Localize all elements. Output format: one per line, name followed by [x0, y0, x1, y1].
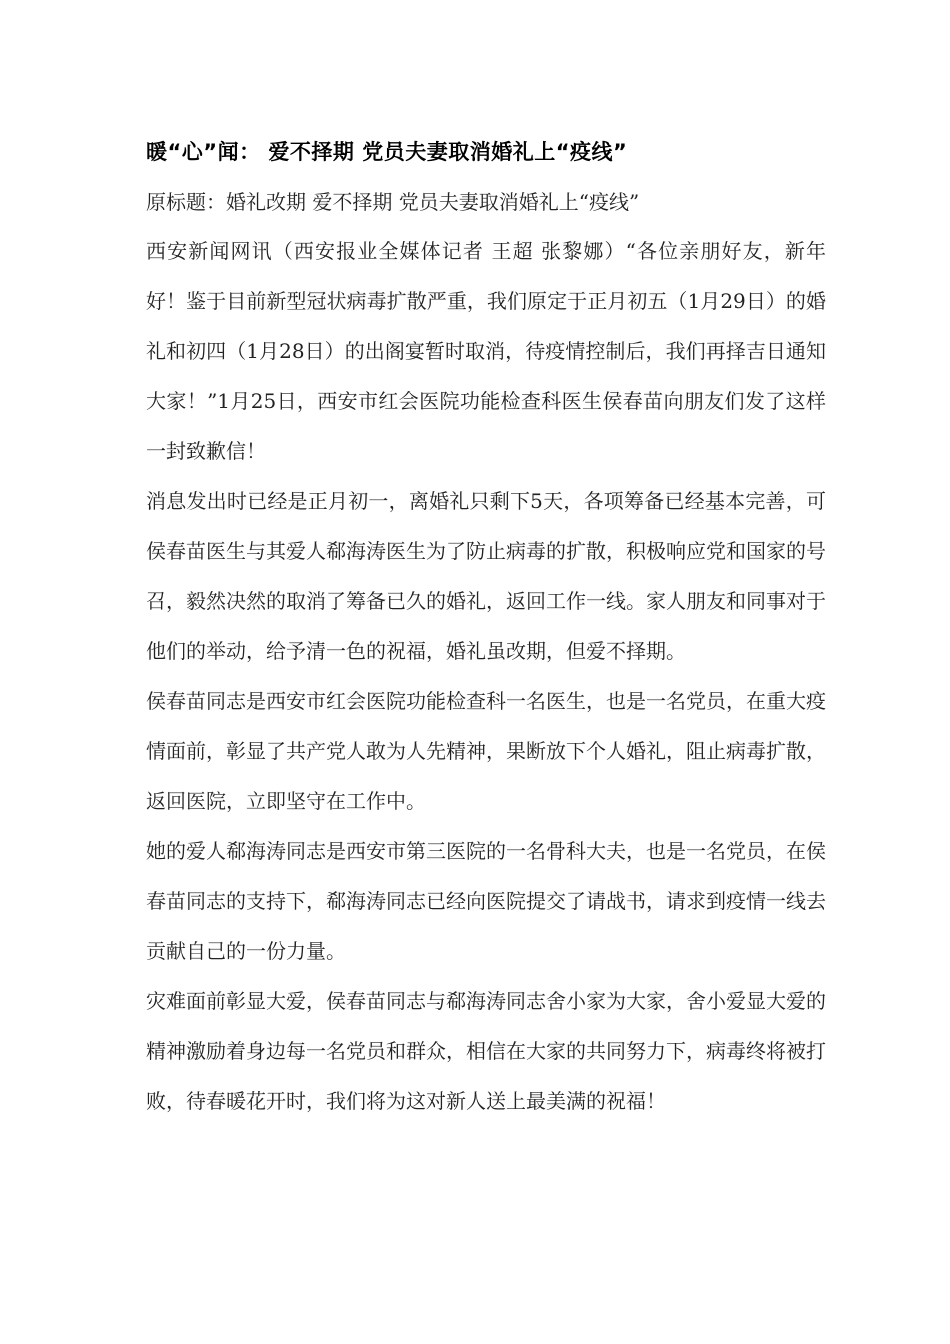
- article-body: [146, 132, 826, 1126]
- article-paragraph: 消息发出时已经是正月初一，离婚礼只剩下5天，各项筹备已经基本完善，可侯春苗医生与其爱人郗海涛医生为了防止病毒的扩散，积极响应党和国家的号召，毅然决然的取消了筹备已久的婚礼，返回工作一线。家人朋友和同事对于他们的举动，给予清一色的祝福，婚礼虽改期，但爱不择期。: [146, 489, 826, 663]
- article-paragraph: 西安新闻网讯（西安报业全媒体记者 王超 张黎娜）“各位亲朋好友，新年好！鉴于目前新型冠状病毒扩散严重，我们原定于正月初五（1月29日）的婚礼和初四（1月28日）的出阁宴暂时取消，待疫情控制后，我们再择吉日通知大家！”1月25日，西安市红会医院功能检查科医生侯春苗向朋友们发了这样一封致歉信！: [146, 239, 826, 463]
- article-subtitle: 原标题：婚礼改期 爱不择期 党员夫妻取消婚礼上“疫线”: [146, 190, 640, 214]
- article-paragraph: 侯春苗同志是西安市红会医院功能检查科一名医生，也是一名党员，在重大疫情面前，彰显了共产党人敢为人先精神，果断放下个人婚礼，阻止病毒扩散，返回医院，立即坚守在工作中。: [146, 689, 826, 813]
- article-paragraph: 她的爱人郗海涛同志是西安市第三医院的一名骨科大夫，也是一名党员，在侯春苗同志的支持下，郗海涛同志已经向医院提交了请战书，请求到疫情一线去贡献自己的一份力量。: [146, 839, 826, 963]
- article-title: 暖“心”闻： 爱不择期 党员夫妻取消婚礼上“疫线”: [146, 140, 628, 164]
- article-paragraph: 灾难面前彰显大爱，侯春苗同志与郗海涛同志舍小家为大家，舍小爱显大爱的精神激励着身边每一名党员和群众，相信在大家的共同努力下，病毒终将被打败，待春暖花开时，我们将为这对新人送上最美满的祝福！: [146, 989, 826, 1113]
